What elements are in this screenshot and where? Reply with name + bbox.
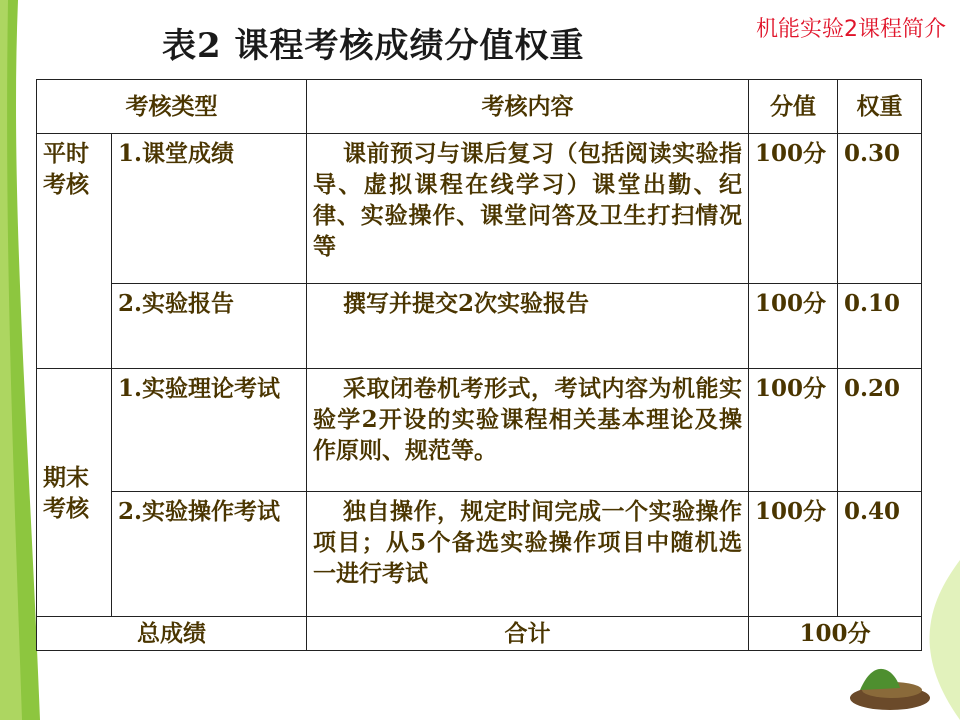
header-type: 考核类型 — [37, 80, 307, 134]
page-title: 表2 课程考核成绩分值权重 — [162, 26, 585, 66]
item-cell: 1.实验理论考试 — [112, 369, 307, 492]
score-cell: 100分 — [749, 369, 838, 492]
table-row — [37, 134, 922, 284]
content-cell: 独自操作，规定时间完成一个实验操作项目；从5个备选实验操作项目中随机选一进行考试 — [307, 492, 749, 617]
group-label-regular: 平时考核 — [37, 134, 112, 369]
item-cell: 1.课堂成绩 — [112, 134, 307, 284]
weight-cell: 0.40 — [838, 492, 922, 617]
table-row — [37, 492, 922, 617]
score-cell: 100分 — [749, 134, 838, 284]
table-header-row — [37, 80, 922, 134]
weight-cell: 0.30 — [838, 134, 922, 284]
score-cell: 100分 — [749, 492, 838, 617]
content-cell: 采取闭卷机考形式，考试内容为机能实验学2开设的实验课程相关基本理论及操作原则、规范等。 — [307, 369, 749, 492]
table-row — [37, 369, 922, 492]
item-cell: 2.实验报告 — [112, 284, 307, 369]
total-score: 100分 — [749, 617, 922, 651]
header-weight: 权重 — [838, 80, 922, 134]
header-content: 考核内容 — [307, 80, 749, 134]
group-label-final: 期末考核 — [37, 369, 112, 617]
content-cell: 课前预习与课后复习（包括阅读实验指导、虚拟课程在线学习）课堂出勤、纪律、实验操作、课堂问答及卫生打扫情况等 — [307, 134, 749, 284]
total-sum-label: 合计 — [307, 617, 749, 651]
content-cell: 撰写并提交2次实验报告 — [307, 284, 749, 369]
total-row — [37, 617, 922, 651]
table-row — [37, 284, 922, 369]
weight-cell: 0.20 — [838, 369, 922, 492]
score-cell: 100分 — [749, 284, 838, 369]
item-cell: 2.实验操作考试 — [112, 492, 307, 617]
course-intro-label: 机能实验2课程简介 — [756, 17, 946, 42]
total-label: 总成绩 — [37, 617, 307, 651]
green-swoosh-decoration — [0, 0, 40, 720]
weight-cell: 0.10 — [838, 284, 922, 369]
header-score: 分值 — [749, 80, 838, 134]
grade-weight-table — [36, 79, 922, 651]
